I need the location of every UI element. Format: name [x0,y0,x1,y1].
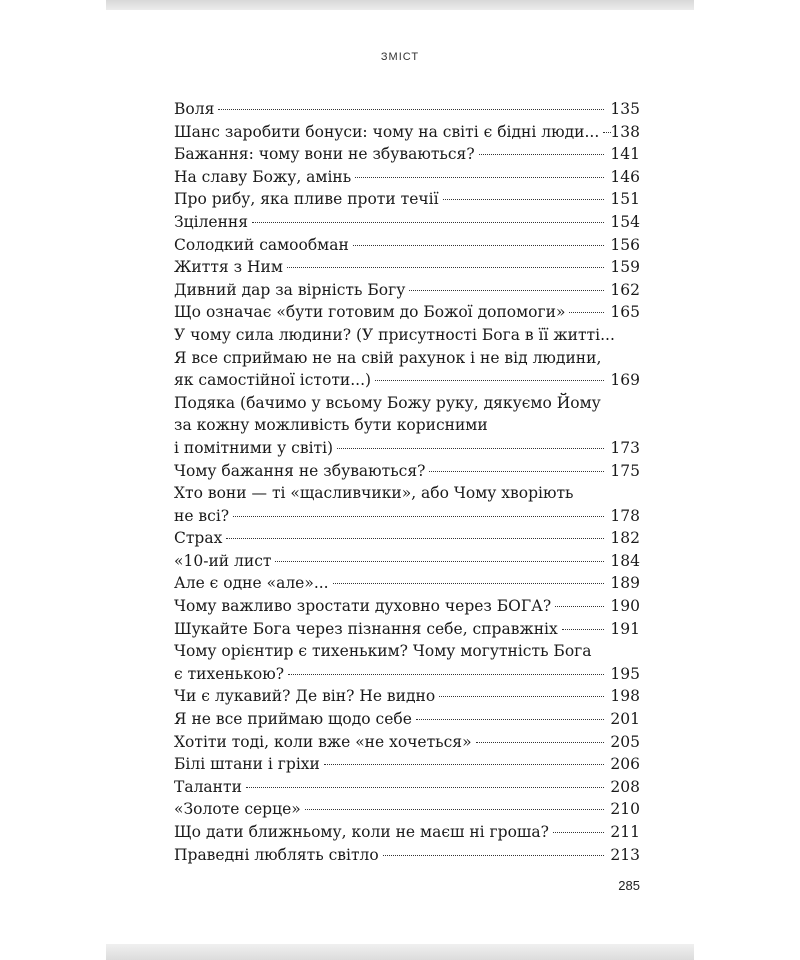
dot-leader [375,379,604,381]
toc-entry-title [174,121,608,144]
toc-entry-line: Про рибу, яка пливе проти течії [174,190,439,209]
toc-entry-page: 201 [610,710,640,729]
dot-leader [233,515,604,517]
toc-entry[interactable] [174,844,640,867]
toc-entry-page: 162 [610,280,640,299]
toc-entry-title [174,166,608,189]
dot-leader [603,131,611,133]
page-number: 285 [618,878,640,893]
toc-entry[interactable] [174,821,640,844]
toc-entry-page: 138 [610,122,640,141]
toc-entry-page: 182 [610,529,640,548]
toc-entry-line: є тихенькою? [174,664,285,683]
toc-entry-page: 205 [610,732,640,751]
toc-entry-line: Що дати ближньому, коли не маєш ні гроша? [174,823,549,841]
toc-entry-line: Я не все приймаю щодо себе [174,710,412,729]
toc-entry-line: Чому важливо зростати духовно через БОГА? [174,597,552,616]
toc-entry-page: 190 [610,597,640,616]
toc-entry-line: не всі? [174,506,230,525]
toc-entry-line: Страх [174,529,223,548]
toc-entry-title [174,640,608,685]
toc-entry-page: 208 [610,777,640,796]
dot-leader [476,741,604,743]
toc-entry[interactable] [174,234,640,257]
dot-leader [337,447,604,449]
toc-entry-title [174,392,608,460]
dot-leader [324,763,604,765]
toc-entry-line: «10-ий лист [174,551,272,570]
toc-entry-title [174,482,608,527]
toc-entry-line: Бажання: чому вони не збуваються? [174,145,475,164]
dot-leader [353,244,604,246]
dot-leader [383,854,604,856]
toc-entry-page: 206 [610,755,640,774]
toc-entry-page: 184 [610,551,640,570]
toc-entry-title [174,821,608,844]
toc-entry-page: 195 [610,664,640,683]
toc-entry-page: 154 [610,212,640,231]
toc-entry-page: 191 [610,619,640,638]
toc-entry[interactable] [174,460,640,483]
toc-entry[interactable] [174,572,640,595]
toc-entry[interactable] [174,482,640,527]
toc-entry-line: Дивний дар за вірність Богу [174,280,406,299]
toc-entry[interactable] [174,256,640,279]
section-title: ЗМІСТ [380,51,420,63]
toc-entry-title [174,234,608,257]
dot-leader [218,108,604,110]
toc-entry-line: Подяка (бачимо у всьому Божу руку, дякуємо Йому [174,393,601,412]
toc-entry-page: 213 [610,845,640,864]
toc-entry[interactable] [174,731,640,754]
toc-entry[interactable] [174,392,640,460]
toc-entry-line: Таланти [174,777,242,796]
toc-entry-page: 159 [610,258,640,277]
toc-entry-line: за кожну можливість бути корисними [174,416,488,435]
dot-leader [429,470,604,472]
toc-entry[interactable] [174,166,640,189]
toc-entry-title [174,460,608,483]
toc-entry-title [174,685,608,708]
toc-entry-title [174,527,608,550]
dot-leader [252,221,604,223]
toc-entry-line: У чому сила людини? (У присутності Бога в її житті... [174,325,615,344]
toc-entry-line: Хто вони — ті «щасливчики», або Чому хворіють [174,484,574,503]
toc-entry-line: «Золоте серце» [174,800,301,819]
toc-entry-line: Чи є лукавий? Де він? Не видно [174,687,436,706]
dot-leader [355,176,604,178]
toc-entry[interactable] [174,798,640,821]
toc-entry-line: На славу Божу, амінь [174,167,352,186]
dot-leader [226,537,604,539]
toc-entry-line: Шукайте Бога через пізнання себе, справжніх [174,619,558,638]
toc-entry[interactable] [174,301,640,324]
dot-leader [275,560,604,562]
toc-entry-title [174,776,608,799]
table-of-contents [174,98,640,866]
toc-entry-title [174,279,608,302]
toc-entry[interactable] [174,143,640,166]
toc-entry-line: Шанс заробити бонуси: чому на світі є бідні люди... [174,122,600,141]
toc-entry-page: 151 [610,190,640,209]
toc-entry-line: Хотіти тоді, коли вже «не хочеться» [174,732,472,751]
toc-entry-line: Життя з Ним [174,258,283,277]
toc-entry-title [174,708,608,731]
toc-entry-line: Зцілення [174,212,249,231]
toc-entry-title [174,301,608,324]
toc-entry-page: 198 [610,687,640,706]
dot-leader [287,266,604,268]
toc-entry-title [174,550,608,573]
toc-entry-page: 165 [610,303,640,322]
toc-entry-title [174,188,608,211]
toc-entry-page: 169 [610,371,640,390]
toc-entry[interactable] [174,685,640,708]
dot-leader [553,831,604,833]
toc-entry[interactable] [174,527,640,550]
toc-entry[interactable] [174,324,640,392]
dot-leader [288,673,604,675]
toc-entry[interactable] [174,188,640,211]
toc-entry-title [174,595,608,618]
toc-entry[interactable] [174,618,640,641]
toc-entry[interactable] [174,279,640,302]
toc-entry-title [174,211,608,234]
dot-leader [569,311,604,313]
page-edge-top [106,0,694,10]
toc-entry[interactable] [174,211,640,234]
toc-entry-page: 173 [610,438,640,457]
toc-entry-page: 189 [610,574,640,593]
dot-leader [409,289,604,291]
dot-leader [416,718,604,720]
dot-leader [246,786,604,788]
page-edge-bottom [106,944,694,960]
toc-entry-line: Що означає «бути готовим до Божої допомоги» [174,303,566,322]
toc-entry-line: Праведні люблять світло [174,845,379,864]
toc-entry[interactable] [174,98,640,121]
toc-entry-line: Чому орієнтир є тихеньким? Чому могутність Бога [174,642,592,661]
toc-entry-line: як самостійної істоти...) [174,371,372,390]
toc-entry-title [174,143,608,166]
toc-entry[interactable] [174,121,640,144]
toc-entry[interactable] [174,708,640,731]
toc-entry-page: 156 [610,235,640,254]
dot-leader [439,695,604,697]
toc-entry-title [174,618,608,641]
toc-entry-page: 175 [610,461,640,480]
toc-entry[interactable] [174,550,640,573]
toc-entry-title [174,731,608,754]
dot-leader [333,582,604,584]
toc-entry-title [174,572,608,595]
toc-entry[interactable] [174,595,640,618]
toc-entry-line: Білі штани і гріхи [174,755,320,774]
dot-leader [555,605,604,607]
toc-entry-title [174,753,608,776]
toc-entry-title [174,98,608,121]
toc-entry-page: 210 [610,800,640,819]
dot-leader [305,808,604,810]
toc-entry-page: 135 [610,100,640,118]
toc-entry-page: 141 [610,145,640,164]
toc-entry-line: Солодкий самообман [174,235,349,254]
toc-entry-title [174,844,608,867]
toc-entry-title [174,798,608,821]
dot-leader [479,153,604,155]
toc-entry[interactable] [174,640,640,685]
toc-entry-title [174,256,608,279]
toc-entry-line: Але є одне «але»... [174,574,329,593]
toc-entry[interactable] [174,753,640,776]
toc-entry-line: Я все сприймаю не на свій рахунок і не від людини, [174,348,602,367]
toc-entry-page: 146 [610,167,640,186]
toc-entry[interactable] [174,776,640,799]
toc-entry-page: 178 [610,506,640,525]
toc-entry-title [174,324,615,392]
toc-entry-page: 211 [610,823,640,841]
dot-leader [562,628,604,630]
toc-entry-line: Воля [174,100,215,118]
dot-leader [443,198,604,200]
toc-entry-line: Чому бажання не збуваються? [174,461,426,480]
toc-entry-line: і помітними у світі) [174,438,334,457]
